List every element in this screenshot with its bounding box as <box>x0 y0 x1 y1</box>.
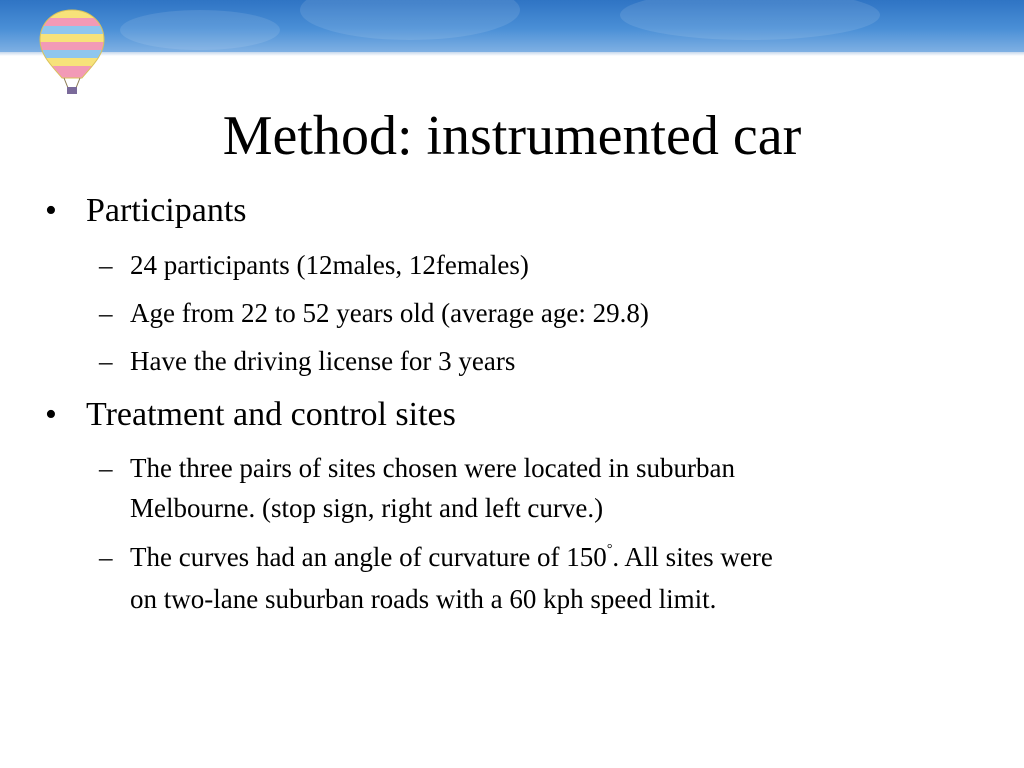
subitem-text-line-2: on two-lane suburban roads with a 60 kph speed limit. <box>130 584 717 614</box>
subitem-text-line-1: The three pairs of sites chosen were located in suburban <box>130 453 736 483</box>
dash-marker: – <box>99 250 113 280</box>
subitem-text: Have the driving license for 3 years <box>130 346 516 376</box>
dash-marker: – <box>99 453 113 483</box>
subitem-text: 24 participants (12males, 12females) <box>130 250 529 280</box>
hot-air-balloon-icon <box>38 8 106 96</box>
header-band <box>0 0 1024 52</box>
bullet-text: Participants <box>86 192 247 229</box>
dash-marker: – <box>99 346 113 376</box>
degree-symbol: ° <box>606 542 613 557</box>
curve-text-before: The curves had an angle of curvature of 150 <box>130 542 607 572</box>
dash-marker: – <box>99 298 113 328</box>
subitem-text-line-1 <box>130 537 773 583</box>
subitem-text-line-2: Melbourne. (stop sign, right and left curve.) <box>130 493 604 523</box>
bullet-text: Treatment and control sites <box>86 396 456 433</box>
slide-title: Method: instrumented car <box>222 105 802 167</box>
curve-text-after: . All sites were <box>612 542 773 572</box>
header-shadow <box>0 52 1024 56</box>
subitem-text: Age from 22 to 52 years old (average age: 29.8) <box>130 298 649 328</box>
bullet-marker: • <box>45 192 57 229</box>
dash-marker: – <box>99 542 113 572</box>
bullet-marker: • <box>45 396 57 433</box>
